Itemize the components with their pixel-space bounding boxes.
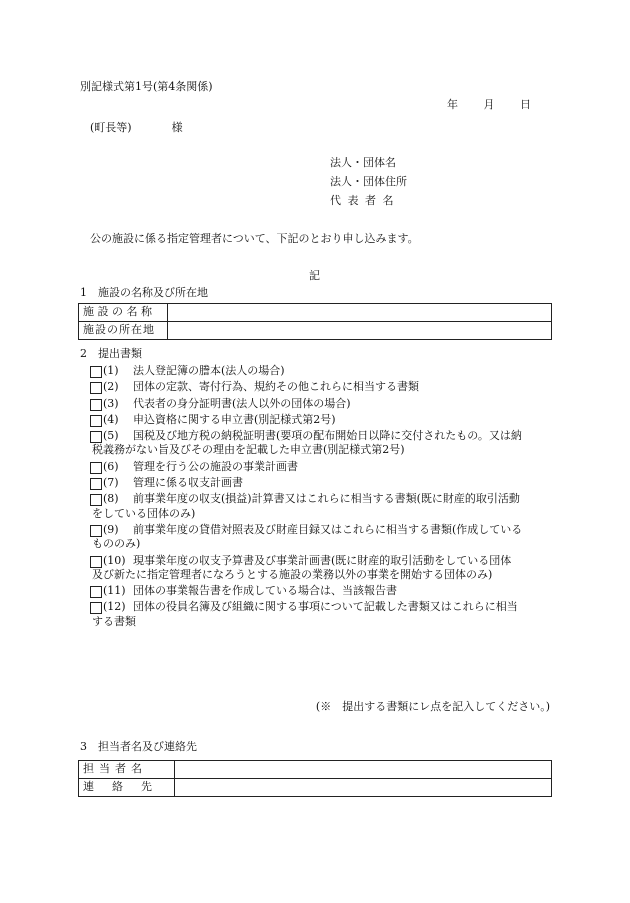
item-text: 代表者の身分証明書(法人以外の団体の場合) [133,396,351,410]
checkbox[interactable] [90,431,102,443]
corp-address-label: 法人・団体住所 [330,175,407,188]
section3-title: 3 担当者名及び連絡先 [80,740,197,753]
item-number: (4) [103,412,119,426]
list-item [90,523,554,552]
list-item [90,364,554,378]
item-text: 団体の役員名簿及び組織に関する事項について記載した書類又はこれらに相当 [133,600,518,614]
applicant-block [330,156,407,213]
item-text-continued: する書類 [92,614,136,628]
representative-label: 代表者名 [330,194,400,207]
item-text: 団体の事業報告書を作成している場合は、当該報告書 [133,584,397,598]
item-text: 国税及び地方税の納税証明書(要項の配布開始日以降に交付されたもの。又は納 [133,429,522,443]
section2-title: 2 提出書類 [80,347,142,360]
item-number: (7) [103,476,119,490]
item-number: (2) [103,380,119,394]
ki-heading: 記 [309,269,320,282]
item-text-block [133,460,554,474]
checkbox[interactable] [90,382,102,394]
item-number: (5) [103,429,119,443]
item-text-block [133,380,554,394]
list-item [90,429,554,458]
date-year: 年 [447,98,458,111]
contact-info-label: 連絡先 [79,779,175,797]
checkbox[interactable] [90,415,102,427]
item-number: (1) [103,364,119,377]
item-number: (9) [103,522,119,536]
list-item [90,584,554,598]
facility-table [78,303,552,340]
item-text: 申込資格に関する申立書(別記様式第2号) [133,412,336,426]
facility-address-label: 施設の所在地 [79,322,168,340]
contact-person-label: 担当者名 [79,761,175,779]
contact-table [78,760,552,797]
checkbox[interactable] [90,494,102,506]
list-item [90,380,554,394]
corp-name-label: 法人・団体名 [330,156,396,169]
table-row [79,304,552,322]
addressee-name: (町長等) [90,121,132,134]
facility-name-field[interactable] [168,304,552,322]
item-text: 前事業年度の収支(損益)計算書又はこれらに相当する書類(既に財産的取引活動 [133,492,520,506]
list-item [90,476,554,490]
item-text-block [133,397,554,411]
intro-text: 公の施設に係る指定管理者について、下記のとおり申し込みます。 [90,232,419,245]
item-number: (10) [103,553,126,567]
item-number: (8) [103,492,119,506]
item-text-block [92,522,554,552]
table-row [79,779,552,797]
addressee [90,121,183,135]
item-text-continued: 及び新たに指定管理者になろうとする施設の業務以外の事業を開始する団体のみ) [92,567,493,581]
item-text: 管理を行う公の施設の事業計画書 [133,459,298,473]
checkbox[interactable] [90,478,102,490]
checkbox[interactable] [90,556,102,568]
item-text-block [133,476,554,490]
list-item [90,554,554,583]
item-text: 団体の定款、寄付行為、規約その他これらに相当する書類 [133,380,419,394]
document-checklist [90,364,554,631]
item-text: 管理に係る収支計画書 [133,476,243,490]
item-number: (12) [103,600,126,614]
item-number: (6) [103,459,119,473]
checkbox[interactable] [90,586,102,598]
facility-name-label: 施設の名称 [79,304,168,322]
table-row [79,761,552,779]
list-item [90,460,554,474]
form-label: 別記様式第1号(第4条関係) [80,80,213,93]
checkbox[interactable] [90,462,102,474]
item-text-continued: もののみ) [92,537,141,551]
checkbox[interactable] [90,525,102,537]
checkbox[interactable] [90,399,102,411]
item-text-continued: をしている団体のみ) [92,506,196,520]
contact-person-field[interactable] [175,761,552,779]
item-text-block [133,364,554,378]
item-text-block [133,584,554,598]
list-item [90,397,554,411]
item-text-block [92,429,554,458]
list-item [90,413,554,427]
facility-address-field[interactable] [168,322,552,340]
item-text: 法人登記簿の謄本(法人の場合) [133,364,285,377]
checklist-note: (※ 提出する書類にレ点を記入してください。) [315,700,550,713]
list-item [90,492,554,521]
item-text-continued: 税義務がない旨及びその理由を記載した申立書(別記様式第2号) [92,443,405,457]
checkbox[interactable] [90,366,102,378]
list-item [90,600,554,629]
item-text: 前事業年度の貸借対照表及び財産目録又はこれらに相当する書類(作成している [133,522,523,536]
date-month: 月 [483,98,495,111]
date-day: 日 [520,98,531,111]
addressee-honorific: 様 [171,121,183,134]
item-number: (11) [103,584,126,598]
item-text: 現事業年度の収支予算書及び事業計画書(既に財産的取引活動をしている団体 [133,553,512,567]
item-number: (3) [103,396,119,410]
date-line [447,98,553,112]
checkbox[interactable] [90,602,102,614]
section1-title: 1 施設の名称及び所在地 [80,286,208,299]
table-row [79,322,552,340]
item-text-block [133,413,554,427]
item-text-block [92,492,554,521]
contact-info-field[interactable] [175,779,552,797]
